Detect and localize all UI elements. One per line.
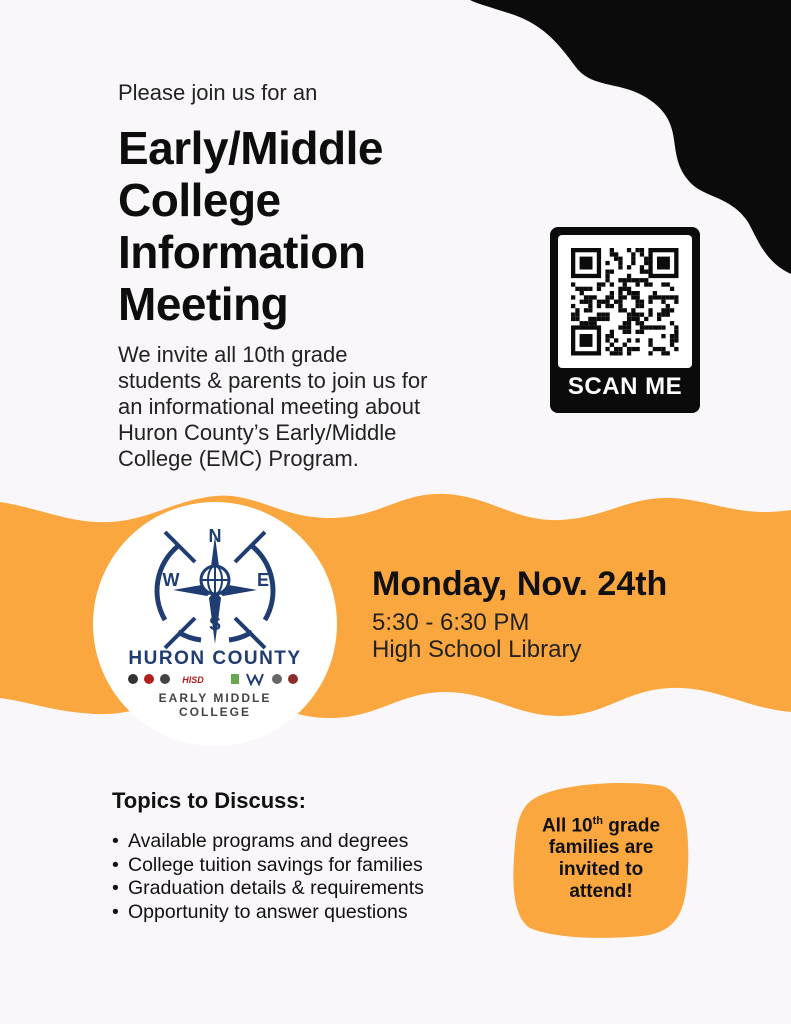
school-mascots-row <box>128 674 298 685</box>
list-item: • Available programs and degrees <box>112 830 424 854</box>
badge-line-3: invited to <box>558 859 644 881</box>
topics-list <box>112 830 424 924</box>
compass-letter-w: W <box>162 570 180 590</box>
qr-code-icon <box>558 235 692 368</box>
compass-logo-icon <box>93 502 337 746</box>
badge-line-1: All 10th grade <box>541 815 661 837</box>
description-line: an informational meeting about <box>118 394 421 419</box>
description-line: We invite all 10th grade <box>118 342 348 367</box>
description <box>118 342 488 472</box>
title-line: Information <box>118 226 366 278</box>
badge-line-4: attend! <box>569 881 633 903</box>
intro-text: Please join us for an <box>118 80 318 105</box>
description-line: Huron County’s Early/Middle <box>118 420 397 445</box>
badge-text <box>512 810 690 903</box>
compass-letter-e: E <box>256 570 270 590</box>
huron-county-emc-logo <box>93 502 337 746</box>
event-time: 5:30 - 6:30 PM <box>372 609 530 636</box>
list-item: • Graduation details & requirements <box>112 877 424 901</box>
title-line: College <box>118 174 281 226</box>
hisd-mark: HISD <box>182 675 204 685</box>
compass-letter-s: S <box>208 614 222 634</box>
logo-subtitle-2: COLLEGE <box>178 705 252 719</box>
description-line: College (EMC) Program. <box>118 446 359 471</box>
topics-heading: Topics to Discuss: <box>112 788 306 813</box>
qr-code-card[interactable] <box>550 227 700 413</box>
invite-badge <box>512 778 690 938</box>
badge-line-2: families are <box>548 837 654 859</box>
page-title <box>118 122 538 330</box>
event-date: Monday, Nov. 24th <box>372 565 668 603</box>
qr-code[interactable] <box>558 235 692 368</box>
description-line: students & parents to join us for <box>118 368 428 393</box>
scan-me-label: SCAN ME <box>567 373 683 400</box>
title-line: Early/Middle <box>118 122 383 174</box>
event-location: High School Library <box>372 636 582 663</box>
list-item: • Opportunity to answer questions <box>112 901 424 925</box>
title-line: Meeting <box>118 278 289 330</box>
logo-name: HURON COUNTY <box>128 648 302 669</box>
compass-letter-n: N <box>208 526 222 546</box>
list-item: • College tuition savings for families <box>112 854 424 878</box>
logo-subtitle-1: EARLY MIDDLE <box>158 691 272 705</box>
